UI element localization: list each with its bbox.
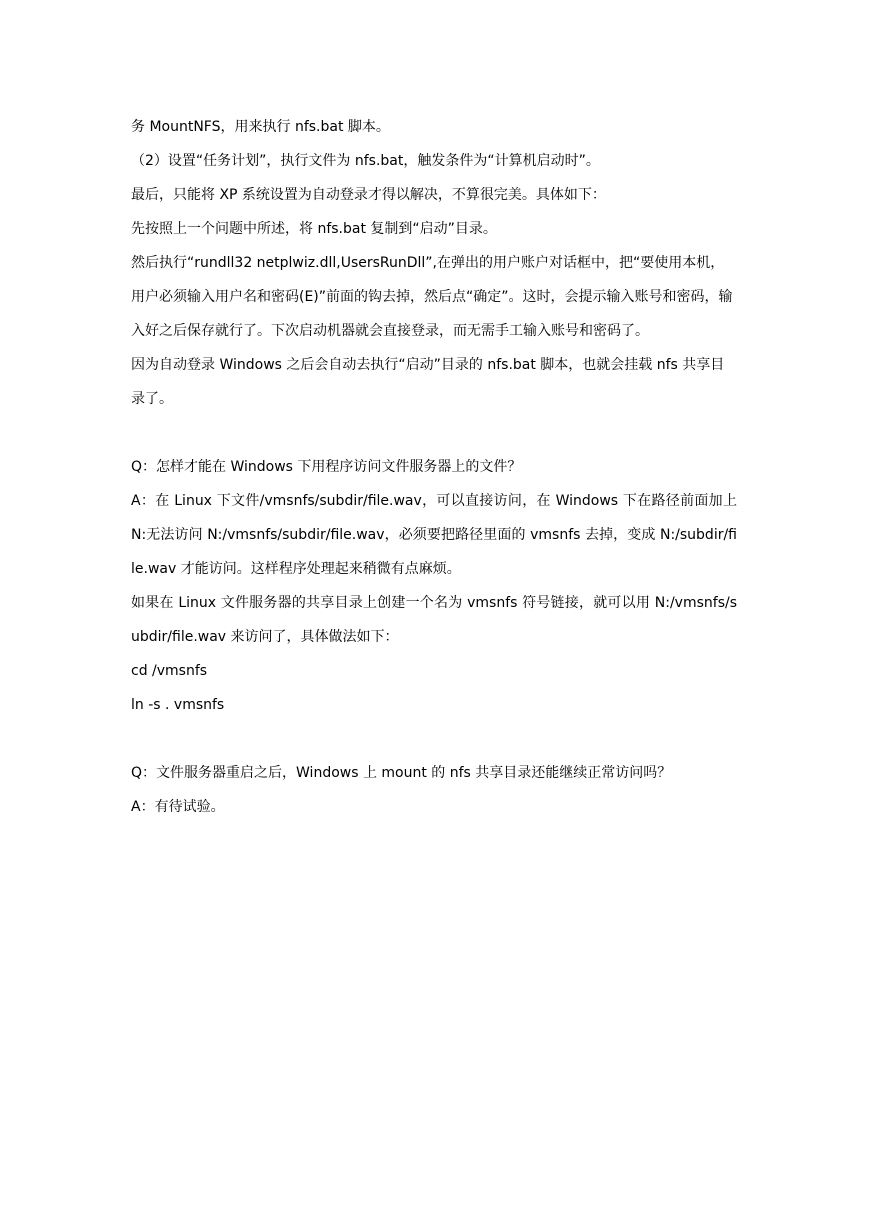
paragraph-copy-nfs-bat: 先按照上一个问题中所述，将 nfs.bat 复制到“启动”目录。 (131, 221, 497, 237)
paragraph-autologin-mount: 因为自动登录 Windows 之后会自动去执行“启动”目录的 nfs.bat 脚本，也就会挂载 nfs 共享目录了。 (131, 357, 725, 407)
paragraph-rundll32-steps: 然后执行“rundll32 netplwiz.dll,UsersRunDll”,在弹出的用户账户对话框中，把“要使用本机，用户必须输入用户名和密码(E)”前面的钩去掉，然后点“确定”。这时，会提示输入账号和密码，输入好之后保存就行了。下次启动机器就会直接登录，而无需手工输入账号和密码了。 (131, 255, 733, 339)
document-page (131, 110, 737, 824)
question-1: Q：怎样才能在 Windows 下用程序访问文件服务器上的文件？ (131, 459, 522, 475)
solution-symlink: 如果在 Linux 文件服务器的共享目录上创建一个名为 vmsnfs 符号链接，就可以用 N:/vmsnfs/subdir/file.wav 来访问了，具体做法如下： (131, 595, 737, 645)
spacer (131, 416, 737, 450)
paragraph-task-schedule: （2）设置“任务计划”，执行文件为 nfs.bat，触发条件为“计算机启动时”。 (131, 153, 600, 169)
paragraph-mountnfs-task: 务 MountNFS，用来执行 nfs.bat 脚本。 (131, 119, 390, 135)
answer-1: A：在 Linux 下文件/vmsnfs/subdir/file.wav，可以直接访问，在 Windows 下在路径前面加上 N:无法访问 N:/vmsnfs/subdir/file.wav，必须要把路径里面的 vmsnfs 去掉，变成 N:/subdir/file.wav 才能访问。这样程序处理起来稍微有点麻烦。 (131, 493, 737, 577)
answer-2: A：有待试验。 (131, 799, 225, 815)
question-2: Q：文件服务器重启之后，Windows 上 mount 的 nfs 共享目录还能继续正常访问吗？ (131, 765, 672, 781)
spacer (131, 722, 737, 756)
command-cd: cd /vmsnfs (131, 663, 208, 679)
command-ln: ln -s . vmsnfs (131, 697, 225, 713)
paragraph-xp-autologin: 最后，只能将 XP 系统设置为自动登录才得以解决，不算很完美。具体如下： (131, 187, 606, 203)
